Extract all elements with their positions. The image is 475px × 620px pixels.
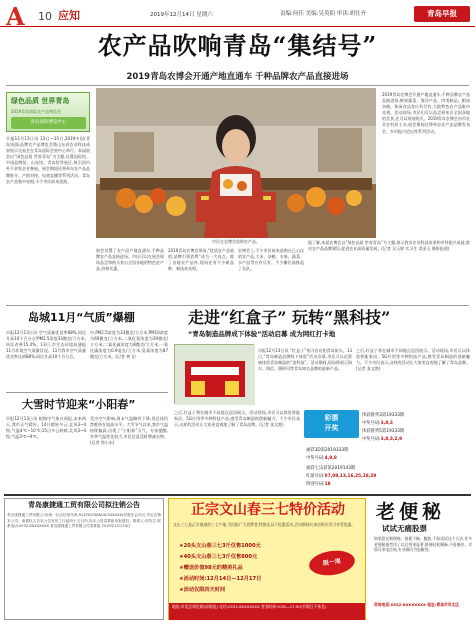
notice-ad [4, 498, 164, 620]
divider [4, 494, 471, 496]
issue-date: 2019年12月14日 星期六 [150, 12, 213, 18]
section-title: 应知 [58, 9, 80, 22]
lead-column-6: 据了解,本届农博会以“绿色品质 世界青岛”为主题,展示我市农业科技成果和乡村振兴成就,推动农产品品牌建设,促进农业高质量发展。(记者 吴玉婷 实习生 姜金玉 摄影报道) [308, 240, 470, 252]
weather2-column-1: 早报12月13日讯 根据中气象台预报,未来两天,我市天气晴好。14日晴转多云,北风3~4级,气温4℃~10℃;15日多云转晴,北风3~4级,气温3℃~9℃。 [6, 416, 86, 440]
lottery-line: 福彩3D第2019333期 [306, 448, 349, 453]
page-letter: A [6, 2, 25, 31]
lottery-badge-line1: 彩票 [324, 414, 339, 422]
lead-subhead: 2019青岛农博会开通产地直通车 千种品牌农产品直接进场 [126, 72, 349, 82]
sanqi-ad-sub: 文山三七是正宗地道的三七产地,为回报广大消费者,特推出以下优惠活动,活动期间凡来店购买均可享受优惠。 [173, 522, 356, 527]
page-number: 10 [38, 10, 52, 23]
red-box-image [175, 345, 255, 405]
feature-column-3: 之后,红盒子将在城市不同地点巡回展示。活动现场,市民可以体验智能家居、5G应用等多种科技产品,感受青岛制造的创新魅力。不少市民表示,这样的活动让大家更直观地了解了青岛品牌。(记者 张文艳) [174, 410, 300, 428]
sanqi-ad-row: ★40头文山春三七3斤仅售800元 [179, 554, 258, 560]
constipation-ad [370, 498, 474, 620]
divider [6, 305, 469, 306]
notice-ad-title: 青岛康捷通工贸有限公司拟注销公告 [28, 501, 140, 509]
lottery-line: 福彩七乐彩第2019143期 [306, 466, 356, 471]
constipation-ad-text: 如果您长期便秘、排便不畅、腹胀,不妨试试这个方法,许多老便秘患者用了以后效果显著,排便轻松顺畅,不再痛苦。详情可来电咨询,专业顾问为您解答。 [374, 536, 472, 553]
weather-headline-2: 大雪时节迎来“小阳春” [22, 398, 136, 411]
sale-tag: 限一周 [308, 548, 357, 578]
feature-column-2: 之后,红盒子将在城市不同地点巡回展示。活动现场,市民可以体验智能家居、5G应用等多种科技产品,感受青岛制造的创新魅力。不少市民表示,这样的活动让大家更直观地了解了青岛品牌。(记者 张文艳) [356, 348, 470, 372]
expo-logo [6, 92, 90, 132]
sanqi-ad-footer: 地址:市北区敦化路(原地址) 电话:0532-8XXXXXXX 营业时间:9:00—17:00(节假日不休息) [169, 603, 365, 620]
notice-ad-text: 青岛康捷通工贸有限公司(统一社会信用代码:91370200MA3C5XXXXX)经股东会决议,决定注销本公司。请债权人自本公告发布之日起四十五日内,向本公司清算组申报债权。联系人:刘先生 联系电话:0532-8XXXXXXX 青岛康捷通工贸有限公司清算组 2019年12月14日 [7, 513, 161, 528]
lead-photo [96, 88, 376, 238]
lottery-badge-line2: 开奖 [324, 424, 339, 432]
divider [6, 85, 469, 86]
newspaper-logo: 青岛早报 [414, 6, 470, 22]
expo-logo-subtitle: 2019青岛国际农产品博览会 [11, 109, 62, 114]
weather1-column-2: 中,PM2.5浓度为33微克/立方米,PM10浓度为60微克/立方米,二氧化氮浓度为29微克/立方米,二氧化硫浓度为8微克/立方米,一氧化碳浓度为0.9毫克/立方米,臭氧浓度为87微克/立方米。(记者 黄飞) [90, 330, 168, 360]
feature-subhead: “青岛制造品牌成下体验”活动启幕 成为网红打卡地 [188, 330, 336, 338]
sanqi-ad-row: ★20头文山春三七3斤仅售1000元 [179, 543, 261, 549]
feature-headline: 走进“红盒子” 玩转“黑科技” [188, 308, 391, 327]
constipation-ad-title: 老便秘 [376, 501, 446, 523]
market-scene-image [96, 88, 376, 238]
weather2-column-2: 受冷空气影响,周末气温略有下降,但总体仍然维持在较高水平。大雪节气以来,我市气温持续偏高,出现了“小阳春”天气。专家提醒,冬季气温变化较大,市民注意适时增减衣物。(记者 徐小东) [90, 416, 168, 446]
lottery-line: 特别号码:18 [306, 482, 331, 487]
expo-logo-title: 绿色品质 世界青岛 [11, 97, 70, 105]
feature-photo [174, 344, 254, 404]
lottery-line: 中奖号码:3,8,3,2,9 [362, 437, 403, 442]
lottery-badge [304, 410, 359, 438]
lead-headline: 农产品吹响青岛“集结号” [97, 31, 378, 60]
sanqi-ad-row: ★活动时间:12月14日—12月17日 [179, 576, 262, 582]
weather-headline-1: 岛城11月“气质”爆棚 [28, 311, 135, 324]
lottery-line: 红球号码:07,09,13,16,25,28,29 [306, 474, 377, 479]
sanqi-ad-row: ★赠送价值98元的精美礼品 [179, 565, 243, 571]
lead-column-4: 农博会上,不少市民前来选购自己心仪的农产品,大米、杂粮、水果、蔬菜、水产品等应有尽有。不少摊位前排起了长队。 [238, 248, 304, 272]
sanqi-ad-title: 正宗文山春三七特价活动 [191, 502, 345, 518]
expo-logo-tag: 青岛国际博览中心 [11, 117, 86, 129]
editors-line: 责编:何佳 美编:吴英阳 审读:胡仕齐 [280, 11, 367, 17]
lead-column-5: 2019青岛农博会开通产地直通车,千种品牌农产品直接进场,鲜果蔬菜、海洋产品、肉类制品、粮油杂粮、休闲食品等应有尽有,大批特色农产品集中亮相。活动现场,市民们可以品尝到来自全国各地的美食,还可以现场购买。2019青岛农博会由市农业农村局主办,展会期间还将举办农产品品牌发布会、乡村振兴论坛等系列活动。 [382, 92, 470, 134]
feature-banner [174, 307, 472, 347]
feature-column-1: 早报12月13日讯 “红盒子”快闪店亮相青岛街头。13日,“青岛制造品牌线下体验”活动启幕,市民可以近距离体验青岛制造的“黑科技”。活动期间,现场将展示海尔、海信、澳柯玛等青岛知名品牌的最新产品。 [258, 348, 352, 372]
sanqi-ad [168, 498, 366, 620]
lottery-line: 体彩排列5第19333期 [362, 429, 405, 434]
photo-caption: 市民在农博会选购农产品。 [212, 239, 260, 244]
lead-column-3: 2019青岛农博会现场,“优质农产品展销,品牌引领消费”成为一大亮点。除了各地农产品外,现场还有不少新品种、新技术亮相。 [168, 248, 234, 272]
divider [6, 392, 168, 393]
constipation-ad-phone: 咨询电话:0532-8XXXXXXX 地址:青岛市市北区 [374, 602, 460, 607]
constipation-ad-sub: 试试无痛股票 [382, 524, 427, 533]
lead-column-1: 早报12月13日讯 13日—15日,2019中国(青岛)国际品牌农产品博览会暨山东省农业科技成果展示交易会在青岛国际会展中心举行。本届展会以“绿色品质 世界青岛”为主题,设置国际馆、中国品牌馆、山东馆、青岛馆等展区,吸引国内外千余家企业参展。展会期间还将举办农产品品牌推介、产销对接、电商直播等系列活动。青岛农产品集中亮相,不少市民前来选购。 [6, 136, 90, 184]
lead-column-2: 展会设置了农产品产地直通车,千种品牌农产品直接进场。市民可以在展会现场品尝和购买来自全国各地的特色农产品,价格实惠。 [96, 248, 164, 272]
lottery-line: 体彩排列3第19333期 [362, 413, 405, 418]
lottery-line: 中奖号码:3,8,3 [362, 421, 393, 426]
masthead [0, 0, 475, 31]
weather1-column-1: 早报12月13日讯 空气质量优良率88%,同比升高10个百分点!PM2.5浓度33微克/立方米,同比改善15.4%。13日,市生态环境局通报11月环境空气质量状况。11月我市空气质量优良率达到88%,同比升高10个百分点。 [6, 330, 86, 360]
sanqi-ad-row: ★活动仅限四天时间 [179, 587, 226, 593]
lottery-line: 中奖号码:4,9,8 [306, 456, 337, 461]
